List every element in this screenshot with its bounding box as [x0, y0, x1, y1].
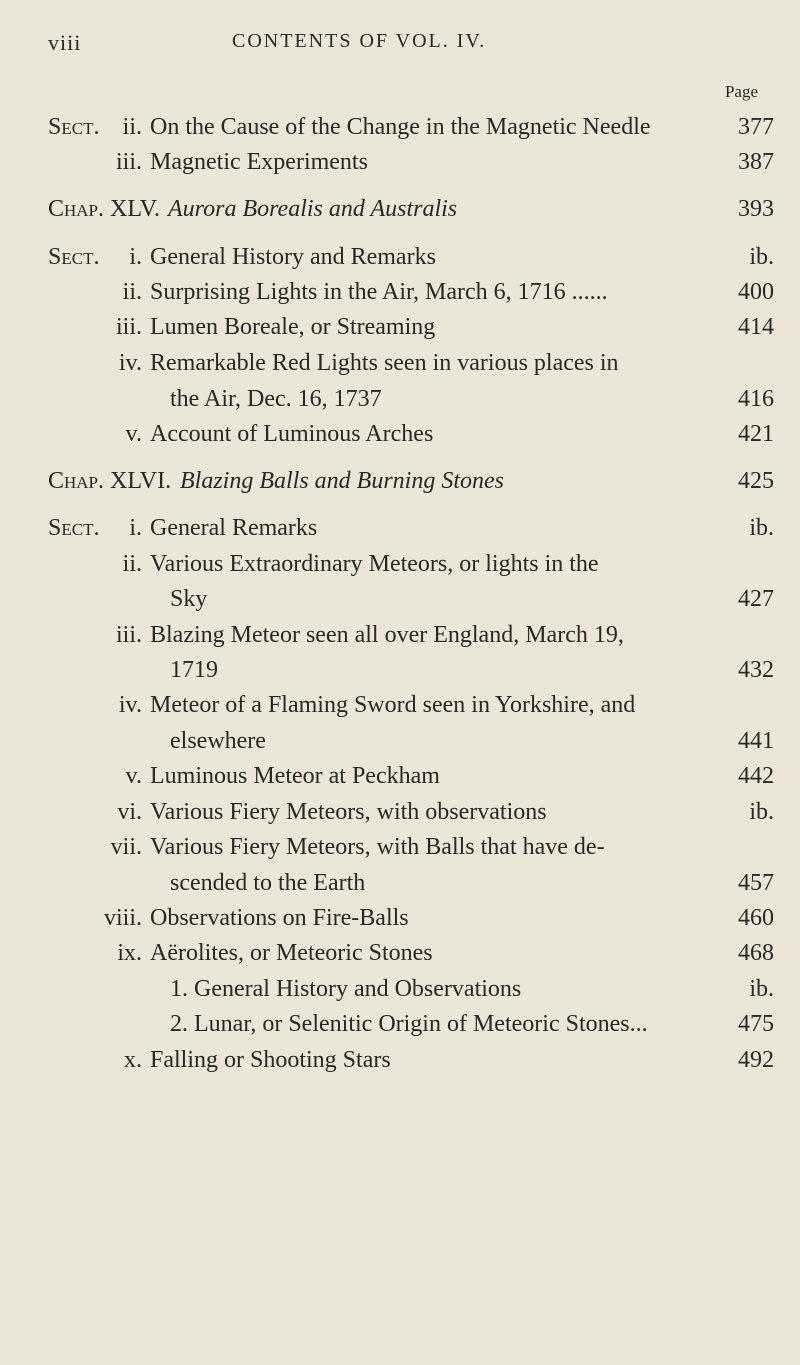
entry-title: 2. Lunar, or Selenitic Origin of Meteoric Stones... — [170, 1011, 654, 1038]
entry-number: XLV. — [110, 196, 161, 222]
entry-title: General Remarks — [150, 515, 323, 542]
entry-label: Chap. — [48, 468, 105, 494]
toc-entry — [48, 244, 774, 276]
toc-entry — [48, 350, 774, 382]
page-ref: 441 — [738, 728, 774, 754]
entry-label: Chap. — [48, 196, 105, 222]
entry-title: On the Cause of the Change in the Magnetic Needle — [150, 114, 657, 141]
entry-title — [180, 468, 510, 495]
entry-title: Various Fiery Meteors, with observations — [150, 799, 553, 826]
entry-number: x. — [124, 1047, 142, 1073]
page-ref: 457 — [738, 870, 774, 896]
entry-title — [168, 196, 463, 223]
entry-title: Various Extraordinary Meteors, or lights in the — [150, 551, 605, 578]
entry-number: iv. — [118, 350, 142, 376]
toc-entry — [48, 622, 774, 654]
toc-entry — [48, 386, 774, 418]
toc-entry — [48, 940, 774, 972]
page-ref: ib. — [749, 515, 774, 541]
toc-entry — [48, 834, 774, 866]
toc-entry — [48, 314, 774, 346]
entry-label: Sect. — [48, 114, 100, 140]
toc-entry — [48, 468, 774, 500]
entry-title: General History and Remarks — [150, 244, 442, 271]
toc-entry — [48, 1047, 774, 1079]
entry-number: ii. — [122, 279, 142, 305]
running-title: CONTENTS OF VOL. IV. — [232, 30, 487, 52]
toc-entry — [48, 421, 774, 453]
toc-entry — [48, 870, 774, 902]
entry-number: i. — [129, 515, 142, 541]
page-ref: 475 — [738, 1011, 774, 1037]
entry-number: iii. — [115, 149, 142, 175]
entry-title: Magnetic Experiments — [150, 149, 374, 176]
toc-entry — [48, 149, 774, 181]
page-ref: 416 — [738, 386, 774, 412]
toc-entry — [48, 586, 774, 618]
entry-number: iii. — [115, 314, 142, 340]
entry-title: the Air, Dec. 16, 1737 — [170, 386, 388, 413]
entry-number: XLVI. — [110, 468, 172, 494]
toc-entry — [48, 279, 774, 311]
entry-number: vii. — [110, 834, 142, 860]
entry-title: Lumen Boreale, or Streaming — [150, 314, 441, 341]
toc-entry — [48, 905, 774, 937]
entry-number: ix. — [117, 940, 142, 966]
toc-entry — [48, 799, 774, 831]
chapter-title: Blazing Balls and Burning Stones — [180, 468, 504, 494]
page-ref: 425 — [738, 468, 774, 494]
page-column-label: Page — [724, 82, 758, 101]
entry-number: i. — [129, 244, 142, 270]
entry-title: Luminous Meteor at Peckham — [150, 763, 446, 790]
page-ref: 427 — [738, 586, 774, 612]
entry-title: Surprising Lights in the Air, March 6, 1716 ...... — [150, 279, 614, 306]
entry-label: Sect. — [48, 515, 100, 541]
entry-number: iv. — [118, 692, 142, 718]
entry-number: v. — [125, 763, 142, 789]
page-ref: 468 — [738, 940, 774, 966]
toc-entry — [48, 551, 774, 583]
toc-entry — [48, 763, 774, 795]
toc-entry — [48, 515, 774, 547]
page-ref: ib. — [749, 976, 774, 1002]
page-ref: ib. — [749, 799, 774, 825]
page-ref: ib. — [749, 244, 774, 270]
page-ref: 492 — [738, 1047, 774, 1073]
toc-entry — [48, 196, 774, 228]
toc-entry — [48, 657, 774, 689]
page-ref: 460 — [738, 905, 774, 931]
entry-number: viii. — [103, 905, 142, 931]
entry-title: Various Fiery Meteors, with Balls that have de- — [150, 834, 611, 861]
entry-title: Observations on Fire-Balls — [150, 905, 415, 932]
page-ref: 442 — [738, 763, 774, 789]
entry-title: Aërolites, or Meteoric Stones — [150, 940, 439, 967]
entry-label: Sect. — [48, 244, 100, 270]
chapter-title: Aurora Borealis and Australis — [168, 196, 458, 222]
entry-number: vi. — [117, 799, 142, 825]
entry-title: Meteor of a Flaming Sword seen in Yorkshire, and — [150, 692, 641, 719]
entry-title: elsewhere — [170, 728, 272, 755]
page-number: viii — [48, 30, 82, 55]
toc-entry — [48, 692, 774, 724]
entry-number: v. — [125, 421, 142, 447]
toc-entry — [48, 114, 774, 146]
entry-number: ii. — [122, 551, 142, 577]
entry-title: Blazing Meteor seen all over England, March 19, — [150, 622, 630, 649]
entry-title: Remarkable Red Lights seen in various places in — [150, 350, 625, 377]
entry-title: Sky — [170, 586, 213, 613]
page-ref: 432 — [738, 657, 774, 683]
entry-title: Account of Luminous Arches — [150, 421, 439, 448]
page-ref: 421 — [738, 421, 774, 447]
page-ref: 414 — [738, 314, 774, 340]
entry-number: iii. — [115, 622, 142, 648]
entry-title: scended to the Earth — [170, 870, 371, 897]
toc-entry — [48, 1011, 774, 1043]
toc-entry — [48, 976, 774, 1008]
entry-title: Falling or Shooting Stars — [150, 1047, 397, 1074]
entry-number: ii. — [122, 114, 142, 140]
toc-entry — [48, 728, 774, 760]
entry-title: 1. General History and Observations — [170, 976, 527, 1003]
page-ref: 393 — [738, 196, 774, 222]
page-ref: 400 — [738, 279, 774, 305]
entry-title: 1719 — [170, 657, 224, 684]
page-ref: 377 — [738, 114, 774, 140]
page-ref: 387 — [738, 149, 774, 175]
